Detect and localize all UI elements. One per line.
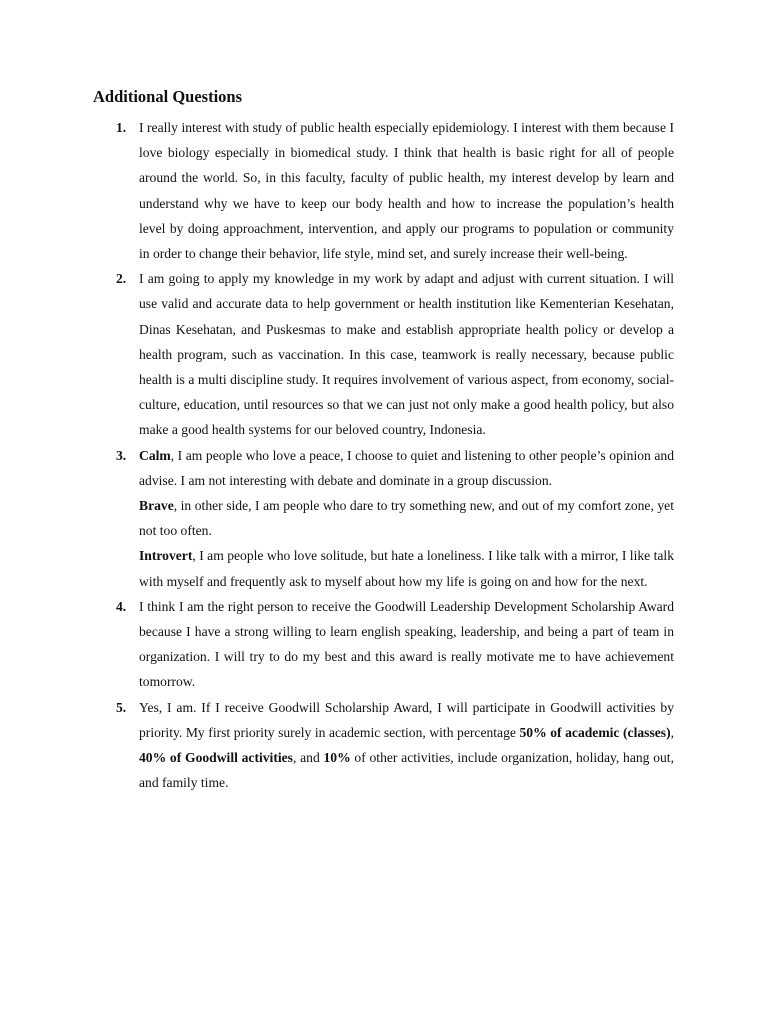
answer-emphasis: 40% of Goodwill activities <box>139 750 293 766</box>
trait-label: Calm <box>139 447 171 463</box>
answer-paragraph <box>139 266 674 442</box>
answer-text: I really interest with study of public health especially epidemiology. I interest with them because I love biology especially in biomedical study. I think that health is basic right for all of people around the world. So, in this faculty, faculty of public health, my interest develop by learn and understand why we have to keep our body health and how to increase the population’s health level by doing approachment, intervention, and apply our programs to population or community in order to change their behavior, life style, mind set, and surely increase their well-being. <box>139 120 674 262</box>
answer-text: , <box>670 724 674 740</box>
answer-paragraph-calm <box>139 443 674 493</box>
page-title: Additional Questions <box>93 87 242 106</box>
answer-paragraph-introvert <box>139 543 674 593</box>
question-number: 4. <box>116 598 127 614</box>
trait-label: Introvert <box>139 548 193 564</box>
question-number: 3. <box>116 447 127 463</box>
answer-text: of other activities, include organization, holiday, hang out, and family time. <box>139 750 674 791</box>
question-3 <box>116 443 674 594</box>
question-5 <box>116 695 674 796</box>
answer-text: I am going to apply my knowledge in my work by adapt and adjust with current situation. I will use valid and accurate data to help government or health institution like Kementerian Kesehatan, Dinas Kesehatan, and Puskesmas to make and establish appropriate health policy or develop a health program, such as vaccination. In this case, teamwork is really necessary, because public health is a multi discipline study. It requires involvement of various aspect, from economy, social-culture, education, until resources so that we can just not only make a good health policy, but also make a good health systems for our beloved country, Indonesia. <box>139 271 674 438</box>
question-number: 2. <box>116 271 127 287</box>
answer-paragraph <box>139 115 674 266</box>
answer-text: , in other side, I am people who dare to try something new, and out of my comfort zone, yet not too often. <box>139 498 674 539</box>
answer-emphasis: 10% <box>323 750 351 766</box>
question-1 <box>116 115 674 266</box>
question-number: 1. <box>116 120 127 135</box>
answer-paragraph <box>139 594 674 695</box>
answer-paragraph-brave <box>139 493 674 543</box>
answer-text: , I am people who love solitude, but hate a loneliness. I like talk with a mirror, I like talk with myself and frequently ask to myself about how my life is going on and how for the next. <box>139 548 674 589</box>
answer-text: , and <box>292 750 324 766</box>
question-2 <box>116 266 674 442</box>
answer-text: , I am people who love a peace, I choose to quiet and listening to other people’s opinion and advise. I am not interesting with debate and dominate in a group discussion. <box>139 447 674 488</box>
answer-paragraph <box>139 695 674 796</box>
question-number: 5. <box>116 699 127 715</box>
answer-text: I think I am the right person to receive the Goodwill Leadership Development Scholarship Award because I have a strong willing to learn english speaking, leadership, and being a part of team in organization. I will try to do my best and this award is really motivate me to have achievement tomorrow. <box>139 598 674 690</box>
question-4 <box>116 594 674 695</box>
question-list <box>116 115 674 795</box>
answer-emphasis: 50% of academic (classes) <box>519 724 671 740</box>
answer-text: Yes, I am. If I receive Goodwill Scholarship Award, I will participate in Goodwill activities by priority. My first priority surely in academic section, with percentage <box>139 699 674 740</box>
trait-label: Brave <box>139 498 174 514</box>
